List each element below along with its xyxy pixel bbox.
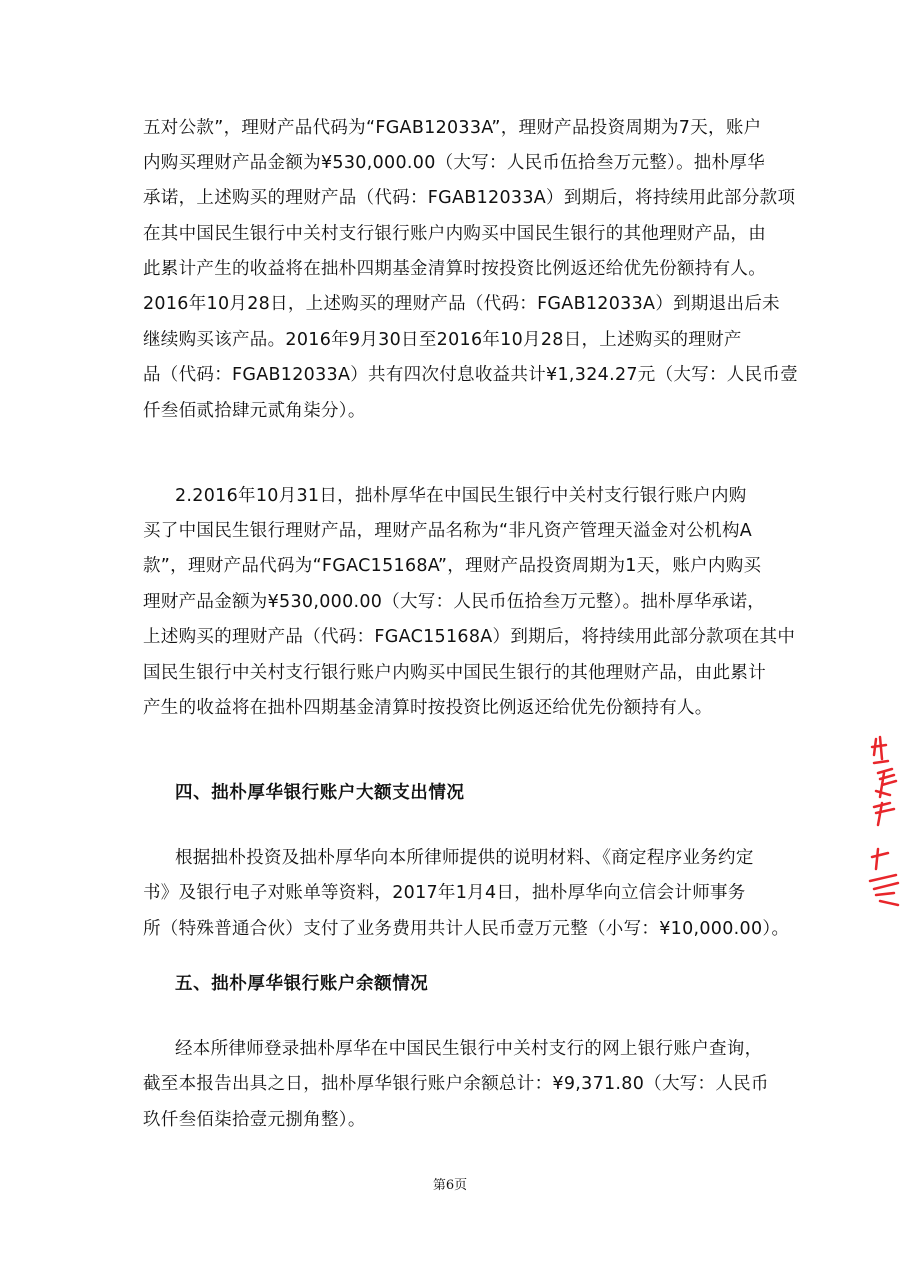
text-line: 买了中国民生银行理财产品，理财产品名称为“非凡资产管理天溢金对公机构A	[143, 521, 753, 541]
text-line: 承诺，上述购买的理财产品（代码：FGAB12033A）到期后，将持续用此部分款项	[143, 188, 796, 208]
text-line: 玖仟叁佰柒拾壹元捌角整）。	[143, 1110, 366, 1130]
text-line: 品（代码：FGAB12033A）共有四次付息收益共计¥1,324.27元（大写：人民币壹	[143, 365, 799, 385]
text-line: 仟叁佰贰拾肆元贰角柒分）。	[143, 401, 366, 421]
text-line: 上述购买的理财产品（代码：FGAC15168A）到期后，将持续用此部分款项在其中	[143, 627, 796, 647]
text-line: 产生的收益将在拙朴四期基金清算时按投资比例返还给优先份额持有人。	[143, 698, 713, 718]
official-seal-fragment	[868, 733, 900, 913]
text-line: 所（特殊普通合伙）支付了业务费用共计人民币壹万元整（小写：¥10,000.00）。	[143, 919, 790, 939]
section-heading-large-expenditure: 四、拙朴厚华银行账户大额支出情况	[175, 783, 465, 803]
text-line: 内购买理财产品金额为¥530,000.00（大写：人民币伍拾叁万元整）。拙朴厚华	[143, 153, 766, 173]
text-line: 此累计产生的收益将在拙朴四期基金清算时按投资比例返还给优先份额持有人。	[143, 259, 766, 279]
text-line: 截至本报告出具之日，拙朴厚华银行账户余额总计：¥9,371.80（大写：人民币	[143, 1074, 769, 1094]
text-line: 经本所律师登录拙朴厚华在中国民生银行中关村支行的网上银行账户查询，	[175, 1039, 763, 1059]
page-number: 第6页	[432, 1178, 468, 1193]
text-line: 款”，理财产品代码为“FGAC15168A”，理财产品投资周期为1天，账户内购买	[143, 556, 762, 576]
text-line: 2016年10月28日，上述购买的理财产品（代码：FGAB12033A）到期退出后未	[143, 294, 780, 314]
text-line: 国民生银行中关村支行银行账户内购买中国民生银行的其他理财产品，由此累计	[143, 663, 766, 683]
text-line: 五对公款”，理财产品代码为“FGAB12033A”，理财产品投资周期为7天，账户	[143, 118, 762, 138]
text-line: 根据拙朴投资及拙朴厚华向本所律师提供的说明材料、《商定程序业务约定	[175, 848, 754, 868]
text-line: 2.2016年10月31日，拙朴厚华在中国民生银行中关村支行银行账户内购	[175, 486, 747, 506]
text-line: 书》及银行电子对账单等资料，2017年1月4日，拙朴厚华向立信会计师事务	[143, 883, 746, 903]
text-line: 继续购买该产品。2016年9月30日至2016年10月28日，上述购买的理财产	[143, 330, 742, 350]
text-line: 在其中国民生银行中关村支行银行账户内购买中国民生银行的其他理财产品，由	[143, 224, 766, 244]
seal-stroke	[870, 737, 898, 905]
section-heading-balance: 五、拙朴厚华银行账户余额情况	[175, 974, 429, 994]
text-line: 理财产品金额为¥530,000.00（大写：人民币伍拾叁万元整）。拙朴厚华承诺，	[143, 592, 766, 612]
